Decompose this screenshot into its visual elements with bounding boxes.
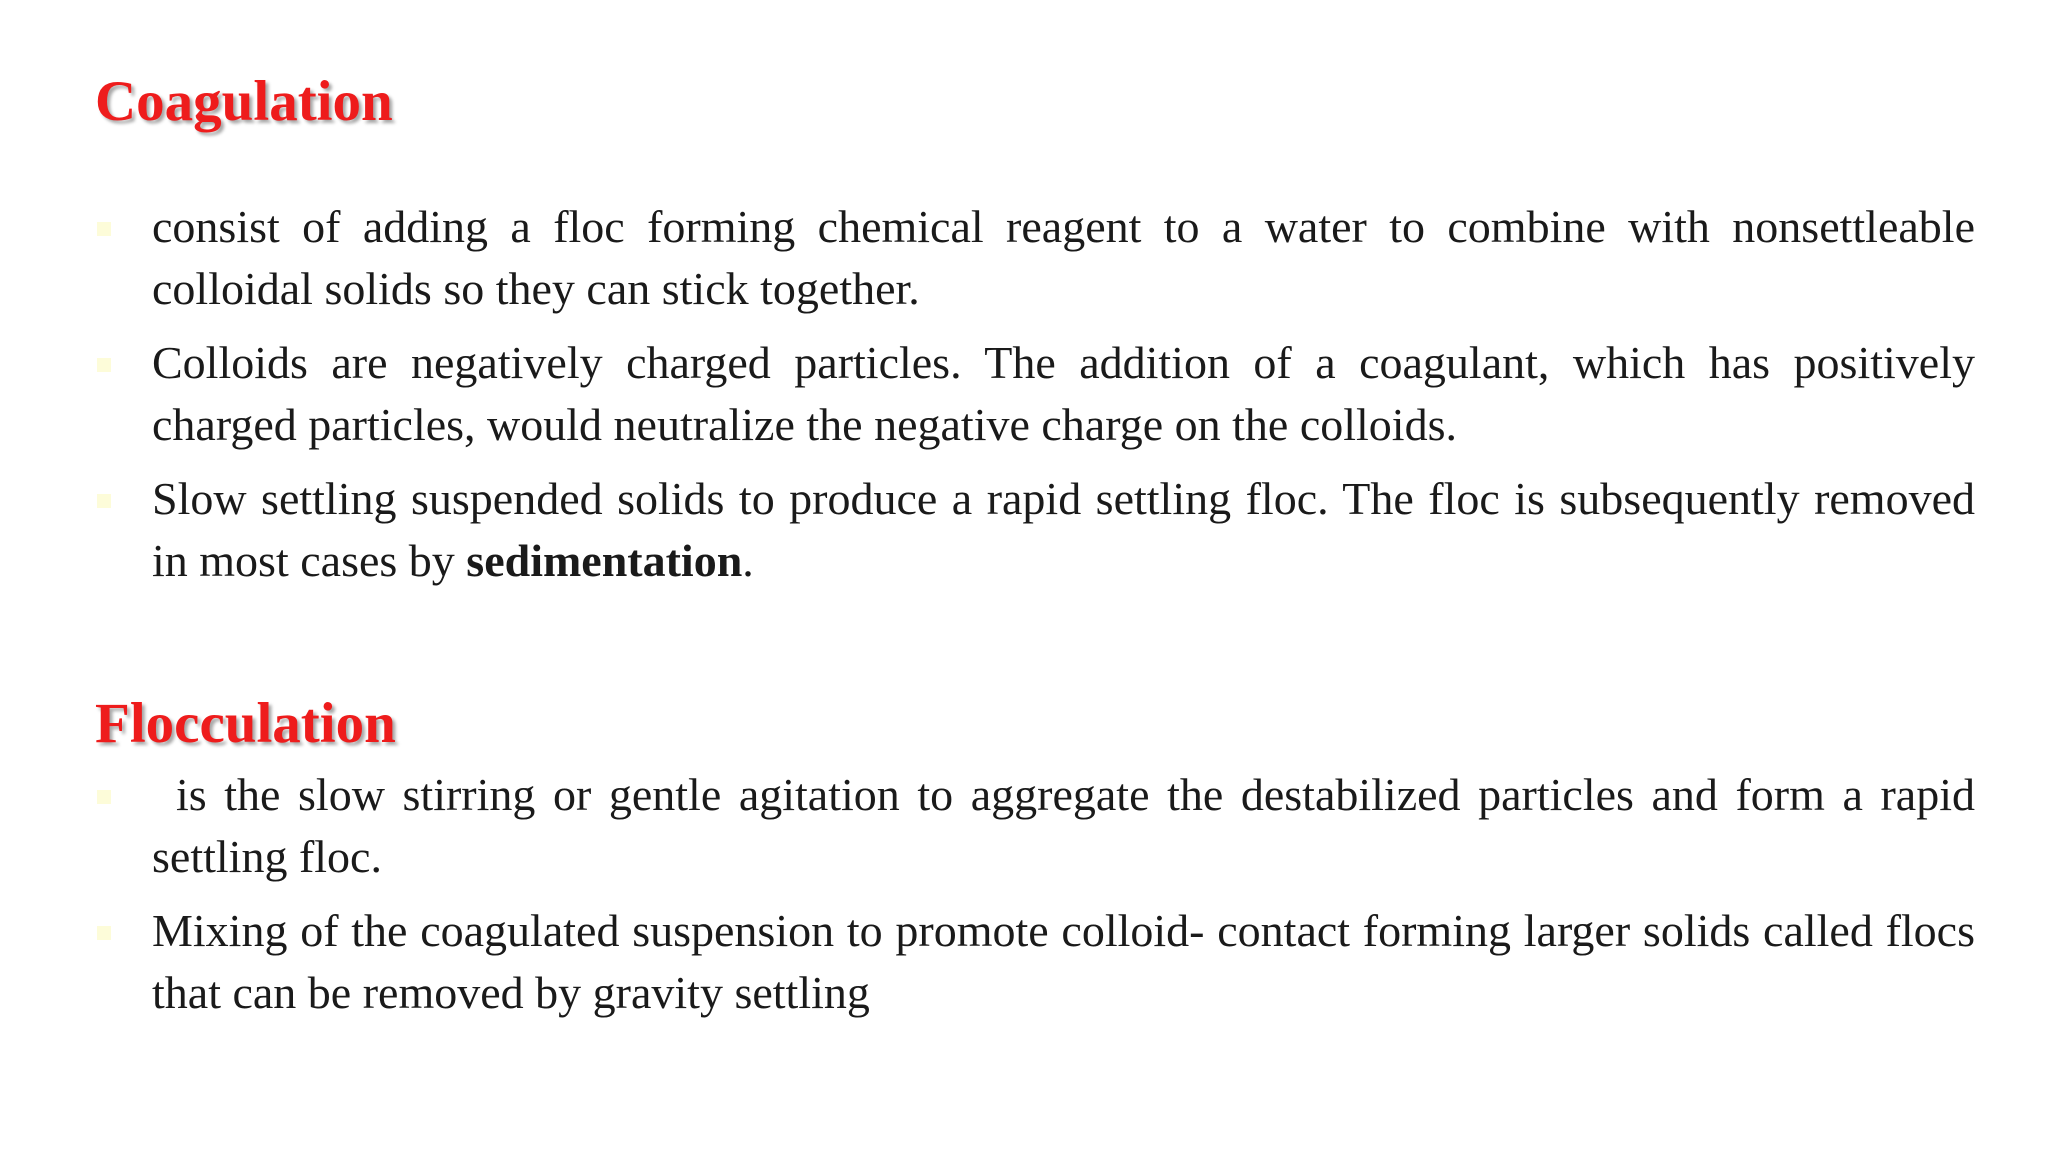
square-bullet-icon xyxy=(97,926,111,940)
list-item xyxy=(95,332,1975,456)
square-bullet-icon xyxy=(97,790,111,804)
flocculation-section xyxy=(95,692,1975,1024)
square-bullet-icon xyxy=(97,494,111,508)
list-item-text: consist of adding a floc forming chemical reagent to a water to combine with nonsettleable colloidal solids so they can stick together. xyxy=(152,201,1975,314)
list-item-text: Slow settling suspended solids to produce a rapid settling floc. The floc is subsequently removed in most cases by xyxy=(152,473,1975,586)
list-item-text: is the slow stirring or gentle agitation to aggregate the destabilized particles and form a rapid settling floc. xyxy=(152,769,1975,882)
list-item xyxy=(95,764,1975,888)
flocculation-heading: Flocculation xyxy=(95,692,396,755)
list-item xyxy=(95,196,1975,320)
coagulation-list xyxy=(95,196,1975,592)
square-bullet-icon xyxy=(97,358,111,372)
list-item xyxy=(95,900,1975,1024)
coagulation-section xyxy=(95,70,1975,592)
coagulation-heading: Coagulation xyxy=(95,70,393,133)
list-item-text: Colloids are negatively charged particles. The addition of a coagulant, which has positively charged particles, would neutralize the negative charge on the colloids. xyxy=(152,337,1975,450)
list-item xyxy=(95,468,1975,592)
list-item-text: Mixing of the coagulated suspension to promote colloid- contact forming larger solids called flocs that can be removed by gravity settling xyxy=(152,905,1975,1018)
flocculation-list xyxy=(95,764,1975,1024)
list-item-punctuation: . xyxy=(742,535,754,586)
square-bullet-icon xyxy=(97,222,111,236)
emphasis-term: sedimentation xyxy=(466,535,743,586)
